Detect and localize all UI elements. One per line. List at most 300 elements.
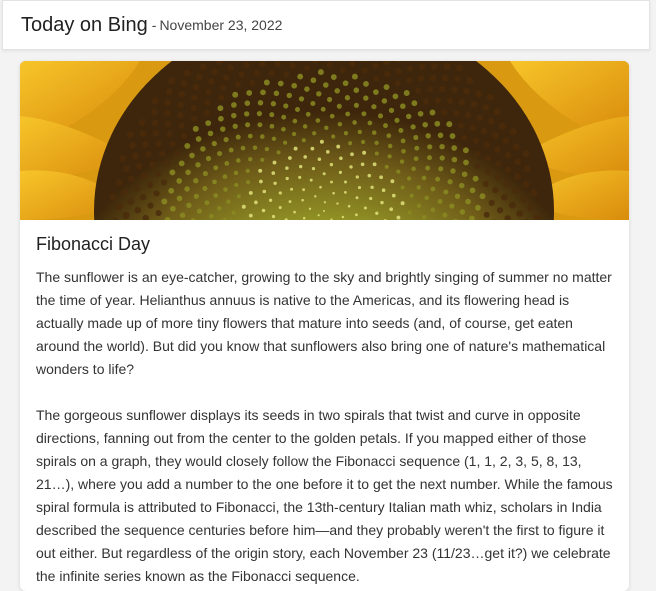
- seed-dot: [473, 138, 479, 144]
- seed-dot: [451, 86, 458, 93]
- seed-dot: [418, 75, 424, 81]
- seed-dot: [354, 87, 360, 93]
- seed-dot: [297, 74, 303, 80]
- seed-dot: [361, 140, 365, 144]
- seed-dot: [204, 99, 210, 105]
- seed-dot: [258, 100, 263, 105]
- seed-dot: [523, 150, 530, 157]
- seed-dot: [303, 217, 306, 220]
- seed-dot: [273, 182, 276, 185]
- seed-dot: [229, 148, 234, 153]
- seed-dot: [302, 138, 306, 142]
- seed-dot: [181, 133, 187, 139]
- seed-dot: [264, 80, 270, 86]
- seed-dot: [439, 144, 444, 149]
- seed-dot: [164, 160, 170, 166]
- seed-dot: [116, 203, 123, 210]
- seed-dot: [494, 146, 501, 153]
- article-content: [20, 234, 629, 588]
- seed-dot: [302, 188, 305, 191]
- seed-dot: [441, 109, 447, 115]
- seed-dot: [336, 145, 340, 149]
- seed-dot: [438, 132, 444, 138]
- seed-dot: [406, 114, 411, 119]
- seed-dot: [174, 151, 180, 157]
- seed-dot: [292, 132, 296, 136]
- seed-dot: [331, 74, 337, 80]
- seed-dot: [311, 147, 315, 151]
- seed-dot: [236, 135, 241, 140]
- seed-dot: [246, 180, 250, 184]
- seed-dot: [205, 200, 210, 205]
- seed-dot: [204, 110, 210, 116]
- seed-dot: [416, 185, 420, 189]
- seed-dot: [510, 128, 517, 135]
- seed-dot: [455, 194, 460, 199]
- seed-dot: [352, 120, 357, 125]
- seed-dot: [345, 112, 350, 117]
- seed-dot: [200, 146, 206, 152]
- seed-dot: [248, 157, 252, 161]
- seed-dot: [151, 119, 158, 126]
- seed-dot: [504, 152, 511, 159]
- seed-dot: [311, 77, 317, 83]
- seed-dot: [283, 103, 288, 108]
- seed-dot: [217, 206, 222, 211]
- seed-dot: [364, 206, 367, 209]
- seed-dot: [218, 95, 224, 101]
- seed-dot: [127, 131, 134, 138]
- seed-dot: [310, 179, 313, 182]
- seed-dot: [514, 158, 521, 165]
- seed-dot: [458, 122, 464, 128]
- seed-dot: [147, 182, 153, 188]
- seed-dot: [156, 210, 162, 216]
- seed-dot: [164, 99, 171, 106]
- seed-dot: [339, 171, 342, 174]
- seed-dot: [180, 80, 187, 87]
- seed-dot: [504, 180, 511, 187]
- seed-dot: [409, 194, 413, 198]
- seed-dot: [348, 141, 352, 145]
- seed-dot: [217, 151, 222, 156]
- seed-dot: [503, 137, 510, 144]
- seed-dot: [168, 188, 174, 194]
- seed-dot: [170, 206, 176, 212]
- seed-dot: [197, 209, 202, 214]
- seed-dot: [326, 62, 332, 68]
- seed-dot: [396, 216, 400, 220]
- seed-dot: [401, 139, 406, 144]
- seed-dot: [249, 191, 253, 195]
- seed-dot: [342, 216, 345, 219]
- seed-dot: [438, 166, 443, 171]
- seed-dot: [446, 121, 452, 127]
- seed-dot: [312, 167, 315, 170]
- seed-dot: [388, 144, 392, 148]
- seed-dot: [373, 76, 379, 82]
- page-date: November 23, 2022: [159, 17, 282, 33]
- seed-dot: [356, 196, 359, 199]
- seed-dot: [275, 61, 281, 67]
- seed-dot: [396, 170, 400, 174]
- seed-dot: [438, 199, 443, 204]
- seed-dot: [361, 111, 366, 116]
- seed-dot: [196, 136, 202, 142]
- seed-dot: [435, 177, 440, 182]
- seed-dot: [382, 188, 386, 192]
- seed-dot: [213, 193, 218, 198]
- seed-dot: [394, 118, 399, 123]
- seed-dot: [459, 183, 465, 189]
- seed-dot: [149, 161, 155, 167]
- seed-dot: [389, 207, 393, 211]
- seed-dot: [303, 124, 307, 128]
- seed-dot: [323, 82, 329, 88]
- seed-dot: [489, 200, 495, 206]
- seed-dot: [310, 101, 315, 106]
- seed-dot: [395, 68, 401, 74]
- seed-dot: [246, 90, 252, 96]
- sunflower-image: [20, 61, 629, 220]
- seed-dot: [155, 140, 162, 147]
- seed-dot: [205, 89, 211, 95]
- seed-dot: [501, 194, 508, 201]
- seed-dot: [465, 112, 472, 119]
- seed-dot: [242, 205, 246, 209]
- seed-dot: [321, 107, 326, 112]
- article-paragraph-2: The gorgeous sunflower displays its seeds in two spirals that twist and curve in opposite directions, fanning out from the center to the golden petals. If you mapped either of those spirals on a graph, they would closely follow the Fibonacci sequence (1, 1, 2, 3, 5, 8, 13, 21…), where you add a number to the one before it to get the next number. While the famous spiral formula is attributed to Fibonacci, the 13th-century Italian math whiz, scholars in India described the sequence centuries before him—and they probably weren't the first to figure it out either. But regardless of the origin story, each November 23 (11/23…get it?) we celebrate the infinite series known as the Fibonacci sequence.: [36, 404, 613, 588]
- seed-dot: [253, 145, 258, 150]
- seed-dot: [316, 118, 321, 123]
- seed-dot: [494, 108, 501, 115]
- seed-dot: [384, 71, 390, 77]
- seed-dot: [109, 193, 116, 200]
- seed-dot: [277, 150, 281, 154]
- seed-dot: [350, 152, 354, 156]
- seed-dot: [211, 68, 218, 75]
- title-separator: -: [152, 17, 157, 33]
- seed-dot: [287, 93, 292, 98]
- seed-dot: [327, 97, 332, 102]
- seed-dot: [184, 186, 189, 191]
- seed-dot: [413, 135, 418, 140]
- seed-dot: [212, 141, 217, 146]
- seed-dot: [236, 158, 241, 163]
- seed-dot: [218, 116, 224, 122]
- seed-dot: [339, 157, 343, 161]
- seed-dot: [121, 189, 128, 196]
- seed-dot: [460, 209, 465, 214]
- seed-dot: [147, 202, 153, 208]
- seed-dot: [286, 177, 289, 180]
- seed-dot: [279, 206, 282, 209]
- seed-dot: [260, 90, 266, 96]
- seed-dot: [304, 65, 310, 71]
- seed-dot: [414, 146, 419, 151]
- seed-dot: [509, 202, 516, 209]
- seed-dot: [371, 104, 376, 109]
- seed-dot: [337, 104, 342, 109]
- seed-dot: [299, 165, 302, 168]
- article-title: Fibonacci Day: [36, 234, 613, 255]
- seed-dot: [231, 211, 235, 215]
- seed-dot: [374, 141, 378, 145]
- seed-dot: [244, 100, 250, 106]
- seed-dot: [133, 185, 140, 192]
- seed-dot: [233, 124, 238, 129]
- seed-dot: [338, 122, 343, 127]
- seed-dot: [422, 122, 428, 128]
- seed-dot: [484, 142, 490, 148]
- seed-dot: [527, 204, 534, 211]
- seed-dot: [193, 126, 199, 132]
- seed-dot: [293, 119, 298, 124]
- seed-dot: [475, 90, 482, 97]
- seed-dot: [324, 126, 328, 130]
- seed-dot: [153, 130, 160, 137]
- seed-dot: [281, 115, 286, 120]
- seed-dot: [186, 203, 191, 208]
- seed-dot: [380, 201, 383, 204]
- seed-dot: [169, 141, 175, 147]
- seed-dot: [138, 119, 145, 126]
- seed-dot: [379, 175, 383, 179]
- seed-dot: [471, 101, 478, 108]
- seed-dot: [443, 189, 448, 194]
- seed-dot: [330, 114, 335, 119]
- seed-dot: [398, 128, 403, 133]
- seed-dot: [395, 80, 401, 86]
- seed-dot: [373, 162, 377, 166]
- seed-dot: [447, 98, 453, 104]
- seed-dot: [168, 77, 175, 84]
- seed-dot: [260, 134, 265, 139]
- seed-dot: [224, 161, 229, 166]
- seed-dot: [369, 197, 372, 200]
- seed-dot: [423, 98, 429, 104]
- seed-dot: [294, 147, 298, 151]
- seed-dot: [487, 94, 494, 101]
- seed-dot: [185, 170, 191, 176]
- seed-dot: [177, 196, 183, 202]
- seed-dot: [331, 134, 335, 138]
- seed-dot: [384, 84, 390, 90]
- seed-dot: [482, 104, 489, 111]
- seed-dot: [320, 140, 324, 144]
- seed-dot: [206, 156, 211, 161]
- seed-dot: [154, 190, 160, 196]
- seed-dot: [443, 63, 450, 70]
- page-header: [2, 0, 650, 50]
- seed-dot: [401, 149, 406, 154]
- seed-dot: [363, 81, 369, 87]
- seed-dot: [231, 113, 237, 119]
- seed-dot: [289, 200, 292, 203]
- seed-dot: [200, 63, 207, 70]
- seed-dot: [516, 210, 523, 217]
- seed-dot: [485, 168, 491, 174]
- seed-dot: [274, 91, 280, 97]
- seed-dot: [431, 187, 436, 192]
- seed-dot: [161, 199, 167, 205]
- seed-dot: [151, 108, 158, 115]
- seed-dot: [237, 194, 241, 198]
- seed-dot: [466, 77, 473, 84]
- seed-dot: [290, 62, 296, 68]
- seed-dot: [387, 154, 391, 158]
- seed-dot: [513, 143, 520, 150]
- seed-dot: [165, 120, 172, 127]
- seed-dot: [272, 215, 275, 218]
- seed-dot: [375, 151, 379, 155]
- seed-dot: [480, 193, 486, 199]
- seed-dot: [354, 103, 359, 108]
- seed-dot: [291, 83, 297, 89]
- seed-dot: [473, 176, 479, 182]
- seed-dot: [278, 81, 284, 87]
- seed-dot: [193, 84, 200, 91]
- seed-dot: [474, 151, 480, 157]
- seed-dot: [492, 132, 499, 139]
- seed-dot: [263, 190, 267, 194]
- seed-dot: [336, 202, 338, 204]
- seed-dot: [425, 166, 430, 171]
- seed-dot: [382, 98, 387, 103]
- seed-dot: [271, 101, 276, 106]
- seed-dot: [257, 111, 262, 116]
- seed-dot: [422, 215, 427, 220]
- seed-dot: [176, 178, 182, 184]
- seed-dot: [312, 131, 316, 135]
- seed-dot: [451, 145, 457, 151]
- seed-dot: [368, 174, 372, 178]
- seed-dot: [223, 74, 230, 81]
- seed-dot: [220, 84, 226, 90]
- seed-dot: [427, 86, 433, 92]
- seed-dot: [450, 133, 456, 139]
- seed-dot: [449, 204, 454, 209]
- seed-dot: [279, 191, 282, 194]
- seed-dot: [273, 161, 277, 165]
- seed-dot: [244, 111, 249, 116]
- seed-dot: [129, 142, 136, 149]
- seed-dot: [224, 137, 229, 142]
- seed-dot: [520, 196, 527, 203]
- seed-dot: [530, 189, 537, 196]
- seed-dot: [262, 209, 266, 213]
- seed-dot: [145, 151, 152, 158]
- seed-dot: [169, 169, 175, 175]
- seed-dot: [269, 70, 275, 76]
- seed-dot: [427, 144, 432, 149]
- seed-dot: [249, 80, 255, 86]
- seed-dot: [155, 170, 161, 176]
- seed-dot: [213, 165, 218, 170]
- seed-dot: [363, 95, 368, 100]
- seed-dot: [348, 205, 351, 208]
- seed-dot: [523, 181, 530, 188]
- seed-dot: [132, 153, 139, 160]
- seed-dot: [349, 165, 352, 168]
- seed-dot: [178, 123, 184, 129]
- seed-dot: [208, 78, 215, 85]
- seed-dot: [309, 208, 311, 210]
- seed-dot: [463, 147, 469, 153]
- seed-dot: [234, 183, 238, 187]
- seed-dot: [386, 133, 391, 138]
- seed-dot: [465, 199, 471, 205]
- seed-dot: [358, 130, 362, 134]
- seed-dot: [452, 157, 458, 163]
- seed-dot: [140, 194, 147, 201]
- seed-dot: [217, 105, 223, 111]
- seed-dot: [324, 201, 326, 203]
- seed-dot: [407, 65, 414, 72]
- seed-dot: [456, 64, 463, 71]
- seed-dot: [450, 168, 455, 173]
- seed-dot: [265, 147, 269, 151]
- seed-dot: [301, 199, 304, 202]
- seed-dot: [343, 80, 349, 86]
- seed-dot: [430, 74, 437, 81]
- seed-dot: [212, 179, 217, 184]
- seed-dot: [326, 150, 330, 154]
- seed-dot: [184, 143, 190, 149]
- seed-dot: [123, 212, 130, 219]
- seed-dot: [254, 70, 260, 76]
- seed-dot: [356, 175, 359, 178]
- seed-dot: [418, 111, 424, 117]
- seed-dot: [123, 165, 130, 172]
- seed-dot: [193, 178, 198, 183]
- seed-dot: [231, 102, 237, 108]
- seed-dot: [189, 153, 195, 159]
- seed-dot: [166, 131, 172, 137]
- seed-dot: [119, 155, 126, 162]
- seed-dot: [362, 68, 368, 74]
- seed-dot: [208, 131, 214, 137]
- seed-dot: [372, 63, 378, 69]
- seed-dot: [414, 156, 419, 161]
- seed-dot: [512, 188, 519, 195]
- seed-dot: [191, 94, 198, 101]
- seed-dot: [191, 105, 197, 111]
- seed-dot: [283, 71, 289, 77]
- seed-dot: [330, 163, 333, 166]
- seed-dot: [427, 155, 432, 160]
- seed-dot: [431, 63, 438, 70]
- seed-dot: [385, 165, 389, 169]
- seed-dot: [442, 213, 447, 218]
- seed-dot: [295, 107, 300, 112]
- seed-dot: [194, 194, 199, 199]
- seed-dot: [258, 169, 262, 173]
- seed-dot: [330, 181, 333, 184]
- seed-dot: [407, 176, 411, 180]
- seed-dot: [127, 198, 134, 205]
- seed-dot: [475, 205, 481, 211]
- seed-dot: [306, 112, 311, 117]
- seed-dot: [474, 163, 480, 169]
- seed-dot: [270, 124, 275, 129]
- seed-dot: [226, 200, 230, 204]
- seed-dot: [430, 110, 436, 116]
- seed-dot: [184, 70, 191, 77]
- seed-dot: [461, 135, 467, 141]
- seed-dot: [177, 112, 184, 119]
- seed-dot: [136, 163, 143, 170]
